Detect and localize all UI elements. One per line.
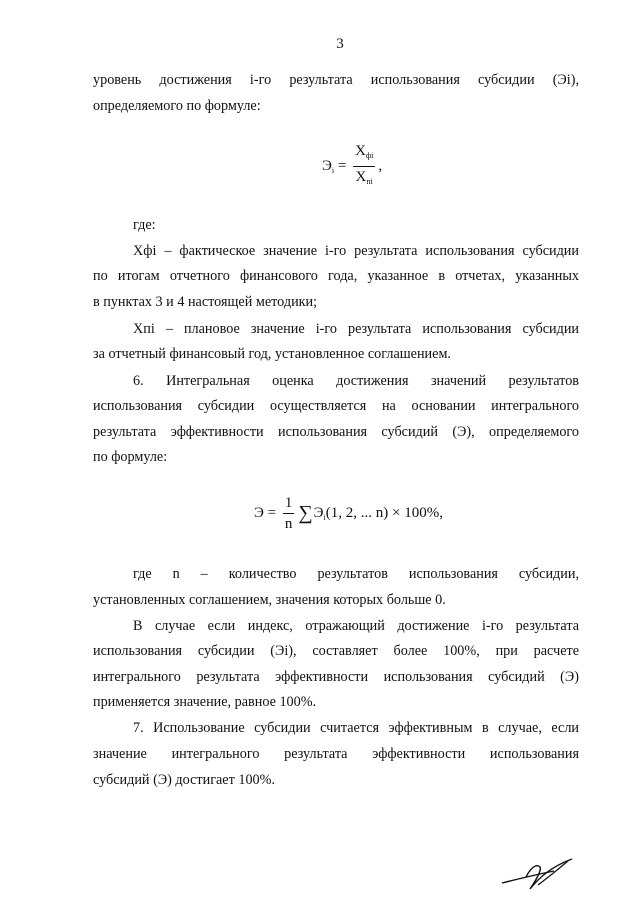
formula-index-denominator: $X_{пi}$ (355, 169, 373, 186)
paragraph-intro-line-1: уровень достижения i-го результата использования субсидии (Эi), (93, 72, 579, 88)
formula-integral-denominator: n (284, 516, 293, 532)
formula-index-numerator: $X_{фi}$ (353, 142, 375, 167)
formula-integral-fraction (283, 494, 295, 533)
where-n-line-2: установленных соглашением, значения которых больше 0. (93, 592, 446, 608)
handwritten-signature (500, 855, 575, 895)
paragraph-7-line-2: значение интегрального результата эффективности использования (93, 746, 579, 762)
paragraph-case-line-4: применяется значение, равное 100%. (93, 694, 317, 710)
formula-index (322, 142, 382, 191)
formula-index-lhs-sub: i (331, 165, 335, 175)
paragraph-case-line-1: В случае если индекс, отражающий достижение i-го результата (133, 618, 579, 634)
paragraph-6-line-3: результата эффективности использования субсидий (Э), определяемого (93, 424, 579, 440)
formula-index-fraction (353, 142, 375, 191)
formula-integral-percent: 100%, (404, 504, 443, 521)
formula-integral-args: (1, 2, ... n) (325, 504, 389, 521)
formula-integral-lhs: Э (254, 504, 264, 521)
paragraph-6-line-4: по формуле: (93, 449, 168, 465)
formula-index-comma: , (378, 157, 383, 174)
formula-integral-numerator: 1 (283, 494, 295, 514)
paragraph-case-line-2: использования субсидии (Эi), составляет более 100%, при расчете (93, 643, 579, 659)
paragraph-7-line-1: 7. Использование субсидии считается эффективным в случае, если (133, 720, 579, 736)
formula-integral-term-sub: i (323, 512, 326, 522)
where-n-line-1: где n – количество результатов использования субсидии, (133, 566, 579, 582)
paragraph-6-line-1: 6. Интегральная оценка достижения значений результатов (133, 373, 579, 389)
definition-xf-line-3: в пунктах 3 и 4 настоящей методики; (93, 294, 318, 310)
paragraph-6-line-2: использования субсидии осуществляется на основании интегрального (93, 398, 579, 414)
definition-xp-line-2: за отчетный финансовый год, установленное соглашением. (93, 346, 451, 362)
paragraph-7-line-3: субсидий (Э) достигает 100%. (93, 772, 275, 788)
definition-xf-line-1: Xфi – фактическое значение i-го результата использования субсидии (133, 243, 579, 259)
formula-index-eq: = (337, 157, 347, 174)
where-label: где: (133, 217, 156, 233)
formula-index-lhs: Э (322, 157, 332, 174)
formula-integral (254, 494, 443, 533)
formula-integral-eq: = (267, 504, 277, 521)
formula-integral-times: × (392, 504, 401, 521)
definition-xf-line-2: по итогам отчетного финансового года, указанное в отчетах, указанных (93, 268, 579, 284)
definition-xp-line-1: Xпi – плановое значение i-го результата использования субсидии (133, 321, 579, 337)
paragraph-case-line-3: интегрального результата эффективности использования субсидий (Э) (93, 669, 579, 685)
paragraph-intro-line-2: определяемого по формуле: (93, 98, 261, 114)
summation-symbol: ∑ (298, 501, 313, 524)
page-number: 3 (336, 36, 344, 52)
formula-integral-term: Э (313, 504, 324, 521)
